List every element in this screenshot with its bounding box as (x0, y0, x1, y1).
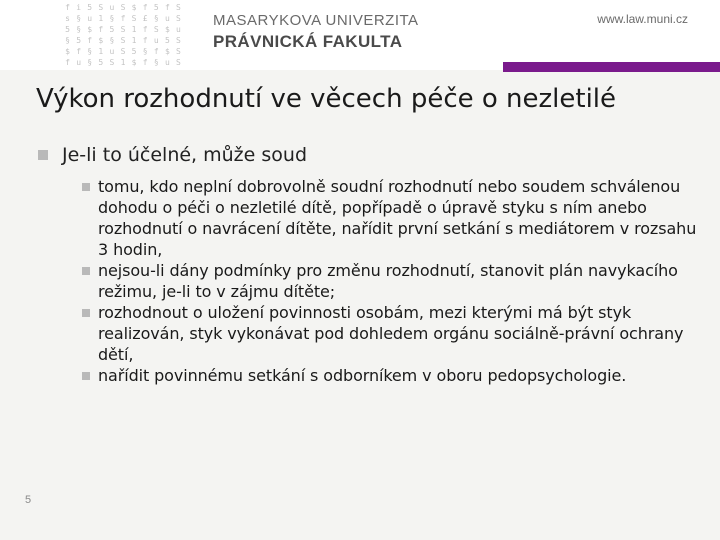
list-item (82, 260, 698, 302)
content-block (38, 142, 698, 386)
faculty-name: PRÁVNICKÁ FAKULTA (213, 32, 403, 51)
letter-pattern-logo-icon: f i 5 S u S $ f 5 f S s § u 1 § f S £ § u S 5 § $ f 5 S 1 f S $ u § 5 f $ § S 1 f u 5 S $ f § 1 u S 5 § f $ S f u § 5 S 1 $ f § u S (65, 3, 181, 67)
list-item (82, 302, 698, 365)
level1-text: Je-li to účelné, může soud (62, 144, 308, 166)
header-band (0, 0, 720, 70)
slide-title: Výkon rozhodnutí ve věcech péče o nezletilé (36, 84, 617, 114)
list-item-text: nařídit povinnému setkání s odborníkem v oboru pedopsychologie. (98, 366, 627, 385)
square-bullet-icon (82, 267, 90, 275)
list-item (82, 176, 698, 260)
list-item-text: tomu, kdo neplní dobrovolně soudní rozhodnutí nebo soudem schválenou dohodu o péči o nezletilé dítě, popřípadě o úpravě styku s ním anebo rozhodnutí o navrácení dítěte, nařídit první setkání s mediátorem v rozsahu 3 hodin, (98, 177, 697, 259)
university-name: MASARYKOVA UNIVERZITA (213, 12, 419, 29)
level1-bullet-row (38, 142, 698, 168)
square-bullet-icon (82, 183, 90, 191)
accent-bar (503, 62, 720, 72)
list-item-text: nejsou-li dány podmínky pro změnu rozhodnutí, stanovit plán navykacího režimu, je-li to v zájmu dítěte; (98, 261, 678, 301)
square-bullet-icon (38, 150, 48, 160)
website-url[interactable]: www.law.muni.cz (597, 12, 688, 26)
list-item (82, 365, 698, 386)
sub-bullet-list (38, 176, 698, 386)
square-bullet-icon (82, 309, 90, 317)
page-number: 5 (25, 494, 32, 506)
square-bullet-icon (82, 372, 90, 380)
list-item-text: rozhodnout o uložení povinnosti osobám, mezi kterými má být styk realizován, styk vykonávat pod dohledem orgánu sociálně-právní ochrany dětí, (98, 303, 684, 364)
